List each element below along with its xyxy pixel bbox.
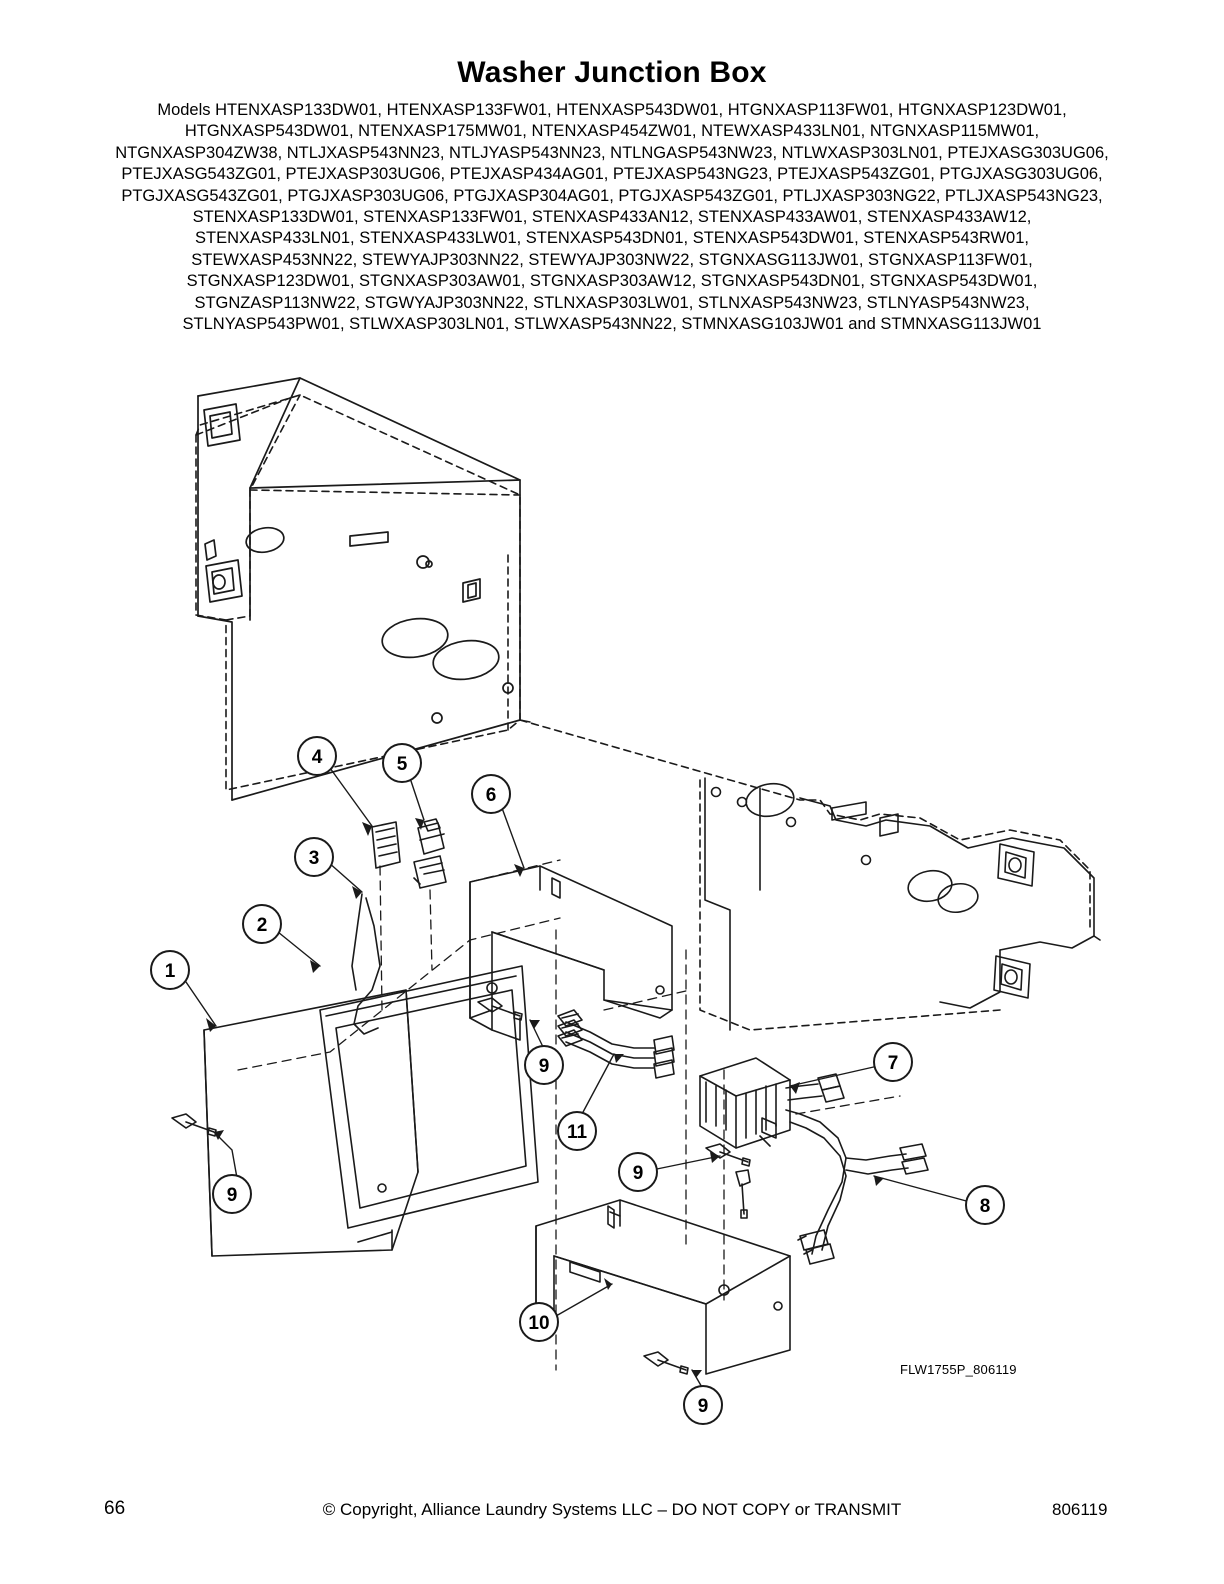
- callout-9b-label: 9: [538, 1056, 550, 1077]
- callout-11: [558, 1112, 596, 1150]
- callout-4: [298, 737, 336, 775]
- part-2-gasket-frame: [320, 966, 538, 1228]
- callout-4-label: 4: [311, 747, 323, 768]
- callout-2-label: 2: [256, 915, 268, 936]
- callout-7-label: 7: [887, 1053, 899, 1074]
- part-6-junction-bracket: [470, 866, 672, 1040]
- callout-2: [243, 905, 281, 943]
- rear-panel: [198, 378, 520, 800]
- callout-3: [295, 838, 333, 876]
- part-4-connector: [372, 822, 400, 868]
- callout-5-label: 5: [396, 754, 408, 775]
- callout-9-d: [684, 1386, 722, 1424]
- callout-9-b: [525, 1046, 563, 1084]
- callout-9c-label: 9: [632, 1163, 644, 1184]
- callout-5: [383, 744, 421, 782]
- callout-9d-label: 9: [697, 1396, 709, 1417]
- callout-10: [520, 1303, 558, 1341]
- callout-9-c: [619, 1153, 657, 1191]
- callout-3-label: 3: [308, 848, 320, 869]
- page-number: 66: [104, 1498, 126, 1519]
- page-title: Washer Junction Box: [457, 56, 767, 89]
- callout-10-label: 10: [528, 1313, 550, 1334]
- cabinet-rear-right: [520, 720, 1090, 1030]
- callout-1-label: 1: [164, 961, 176, 982]
- figure-code: FLW1755P_806119: [900, 1362, 1017, 1377]
- leader-arrowheads: [206, 818, 884, 1378]
- callout-8: [966, 1186, 1004, 1224]
- callout-6-label: 6: [485, 785, 497, 806]
- part-10-lower-bracket: [536, 1200, 790, 1374]
- callout-7: [874, 1043, 912, 1081]
- part-5-strain-relief: [414, 819, 446, 888]
- exploded-parts-diagram: [0, 370, 1224, 1460]
- callout-group: [151, 737, 1004, 1424]
- document-number: 806119: [1052, 1500, 1108, 1519]
- callout-6: [472, 775, 510, 813]
- cabinet-rear-right-solid: [520, 720, 1100, 1030]
- callout-9a-label: 9: [226, 1185, 238, 1206]
- copyright-notice: © Copyright, Alliance Laundry Systems LLC – DO NOT COPY or TRANSMIT: [322, 1500, 902, 1519]
- part-11-harness: [558, 1010, 674, 1078]
- part-9-screws: [172, 998, 750, 1374]
- part-1-cover-plate: [204, 990, 418, 1256]
- callout-1: [151, 951, 189, 989]
- callout-11-label: 11: [566, 1122, 588, 1143]
- rear-panel-outline: [196, 395, 520, 790]
- model-list: Models HTENXASP133DW01, HTENXASP133FW01, HTENXASP543DW01, HTGNXASP113FW01, HTGNXASP123DW01, HTGNXASP543DW01, NTENXASP175MW01, NTENXASP454ZW01, NTEWXASP433LN01, NTGNXASP115MW01, NTGNXASP304ZW38, NTLJXASP543NN23, NTLJYASP543NN23, NTLNGASP543NW23, NTLWXASP303LN01, PTEJXASG303UG06, PTEJXASG543ZG01, PTEJXASP303UG06, PTEJXASP434AG01, PTEJXASP543NG23, PTEJXASP543ZG01, PTGJXASG303UG06, PTGJXASG543ZG01, PTGJXASP303UG06, PTGJXASP304AG01, PTGJXASP543ZG01, PTLJXASP303NG22, PTLJXASP543NG23, STENXASP133DW01, STENXASP133FW01, STENXASP433AN12, STENXASP433AW01, STENXASP433AW12, STENXASP433LN01, STENXASP433LW01, STENXASP543DN01, STENXASP543DW01, STENXASP543RW01, STEWXASP453NN22, STEWYAJP303NN22, STEWYAJP303NW22, STGNXASG113JW01, STGNXASP113FW01, STGNXASP123DW01, STGNXASP303AW01, STGNXASP303AW12, STGNXASP543DN01, STGNXASP543DW01, STGNZASP113NW22, STGWYAJP303NN22, STLNXASP303LW01, STLNXASP543NW23, STLNYASP543NW23, STLNYASP543PW01, STLWXASP303LN01, STLWXASP543NN22, STMNXASG103JW01 and STMNXASG113JW01: [115, 101, 1109, 334]
- part-7-transformer: [700, 1058, 790, 1148]
- part-8-harness-right: [786, 1074, 928, 1264]
- callout-8-label: 8: [979, 1196, 991, 1217]
- callout-9-a: [213, 1175, 251, 1213]
- part-3-wire: [352, 894, 380, 1034]
